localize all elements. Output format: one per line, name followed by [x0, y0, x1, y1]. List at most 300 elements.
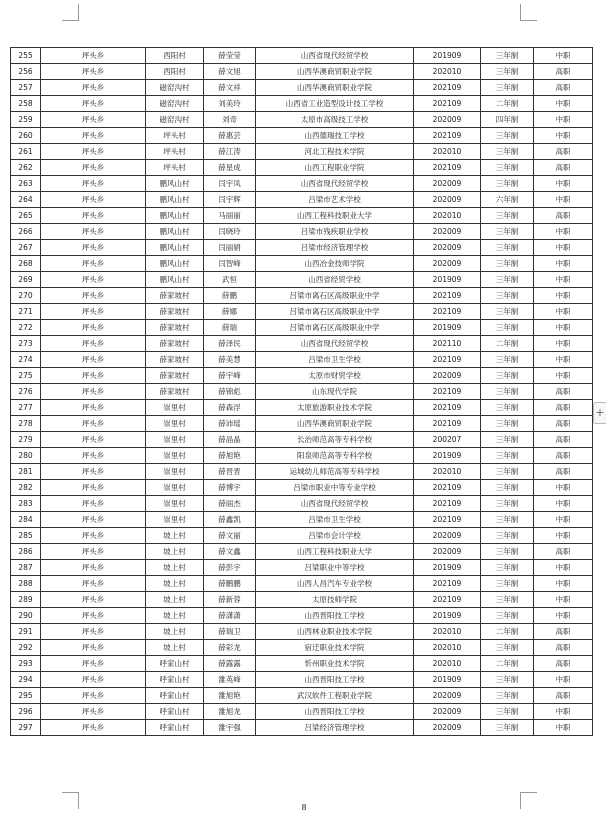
program-length-cell: 二年制: [481, 624, 534, 640]
village-cell: 坡上村: [146, 592, 204, 608]
student-name-cell: 薛星成: [204, 160, 256, 176]
program-length-cell: 三年制: [481, 512, 534, 528]
program-length-cell: 三年制: [481, 48, 534, 64]
education-level-cell: 中职: [534, 368, 593, 384]
table-row: [11, 352, 593, 368]
village-cell: 西阳村: [146, 64, 204, 80]
enrollment-date-cell: 202109: [414, 288, 481, 304]
table-row: [11, 192, 593, 208]
education-level-cell: 中职: [534, 704, 593, 720]
program-length-cell: 三年制: [481, 384, 534, 400]
table-row: [11, 560, 593, 576]
township-cell: 坪头乡: [41, 192, 146, 208]
student-name-cell: 薛旭艳: [204, 448, 256, 464]
school-cell: 运城幼儿师范高等专科学校: [256, 464, 414, 480]
village-cell: 鹏风山村: [146, 192, 204, 208]
student-name-cell: 薛文旭: [204, 64, 256, 80]
village-cell: 鹏风山村: [146, 176, 204, 192]
school-cell: 河北工程技术学院: [256, 144, 414, 160]
village-cell: 呼家山村: [146, 656, 204, 672]
student-name-cell: 薛文丽: [204, 528, 256, 544]
education-level-cell: 高职: [534, 64, 593, 80]
enrollment-date-cell: 202109: [414, 304, 481, 320]
student-roster-table: [10, 47, 593, 736]
village-cell: 坪头村: [146, 144, 204, 160]
education-level-cell: 中职: [534, 560, 593, 576]
row-number-cell: 273: [11, 336, 41, 352]
village-cell: 磁窑沟村: [146, 112, 204, 128]
school-cell: 山西工程科技职业大学: [256, 208, 414, 224]
student-name-cell: 薛宇峰: [204, 368, 256, 384]
school-cell: 山西晋阳技工学校: [256, 672, 414, 688]
enrollment-date-cell: 202009: [414, 688, 481, 704]
village-cell: 鹏风山村: [146, 256, 204, 272]
table-row: [11, 720, 593, 736]
school-cell: 忻州职业技术学院: [256, 656, 414, 672]
education-level-cell: 高职: [534, 208, 593, 224]
row-number-cell: 260: [11, 128, 41, 144]
school-cell: 山西晋阳技工学校: [256, 608, 414, 624]
village-cell: 薛家坡村: [146, 368, 204, 384]
enrollment-date-cell: 202010: [414, 624, 481, 640]
education-level-cell: 中职: [534, 672, 593, 688]
school-cell: 山西德瑞技工学校: [256, 128, 414, 144]
program-length-cell: 三年制: [481, 672, 534, 688]
row-number-cell: 289: [11, 592, 41, 608]
school-cell: 山西华澳商贸职业学院: [256, 416, 414, 432]
enrollment-date-cell: 202010: [414, 640, 481, 656]
student-name-cell: 薛娜: [204, 304, 256, 320]
enrollment-date-cell: 202009: [414, 528, 481, 544]
table-row: [11, 272, 593, 288]
table-row: [11, 240, 593, 256]
enrollment-date-cell: 202009: [414, 176, 481, 192]
student-name-cell: 雒旭龙: [204, 704, 256, 720]
program-length-cell: 三年制: [481, 256, 534, 272]
student-name-cell: 薛莹莹: [204, 48, 256, 64]
student-name-cell: 雒宇强: [204, 720, 256, 736]
education-level-cell: 中职: [534, 304, 593, 320]
enrollment-date-cell: 202109: [414, 576, 481, 592]
township-cell: 坪头乡: [41, 512, 146, 528]
enrollment-date-cell: 202109: [414, 480, 481, 496]
program-length-cell: 三年制: [481, 592, 534, 608]
village-cell: 呼家山村: [146, 688, 204, 704]
village-cell: 坡上村: [146, 608, 204, 624]
table-row: [11, 576, 593, 592]
enrollment-date-cell: 202109: [414, 96, 481, 112]
table-row: [11, 608, 593, 624]
education-level-cell: 高职: [534, 688, 593, 704]
crop-mark-top-left: [62, 4, 79, 21]
row-number-cell: 255: [11, 48, 41, 64]
education-level-cell: 中职: [534, 592, 593, 608]
township-cell: 坪头乡: [41, 48, 146, 64]
school-cell: 山西省经贸学校: [256, 272, 414, 288]
education-level-cell: 中职: [534, 720, 593, 736]
program-length-cell: 三年制: [481, 688, 534, 704]
add-icon[interactable]: +: [593, 402, 606, 424]
row-number-cell: 262: [11, 160, 41, 176]
enrollment-date-cell: 202109: [414, 160, 481, 176]
enrollment-date-cell: 202109: [414, 384, 481, 400]
enrollment-date-cell: 202109: [414, 496, 481, 512]
village-cell: 坪头村: [146, 128, 204, 144]
student-name-cell: 薛文鑫: [204, 544, 256, 560]
village-cell: 薛家坡村: [146, 320, 204, 336]
village-cell: 薛家坡村: [146, 384, 204, 400]
row-number-cell: 296: [11, 704, 41, 720]
enrollment-date-cell: 202009: [414, 224, 481, 240]
education-level-cell: 高职: [534, 432, 593, 448]
student-name-cell: 薛泽民: [204, 336, 256, 352]
school-cell: 吕梁市残疾职业学校: [256, 224, 414, 240]
education-level-cell: 高职: [534, 160, 593, 176]
student-name-cell: 薛潇潇: [204, 608, 256, 624]
row-number-cell: 282: [11, 480, 41, 496]
program-length-cell: 三年制: [481, 176, 534, 192]
village-cell: 崇里村: [146, 512, 204, 528]
table-row: [11, 160, 593, 176]
student-name-cell: 雒旭艳: [204, 688, 256, 704]
township-cell: 坪头乡: [41, 416, 146, 432]
village-cell: 坡上村: [146, 624, 204, 640]
row-number-cell: 280: [11, 448, 41, 464]
school-cell: 长治师范高等专科学校: [256, 432, 414, 448]
village-cell: 薛家坡村: [146, 352, 204, 368]
enrollment-date-cell: 202109: [414, 352, 481, 368]
program-length-cell: 三年制: [481, 720, 534, 736]
enrollment-date-cell: 202009: [414, 192, 481, 208]
table-row: [11, 480, 593, 496]
school-cell: 山西工程职业学院: [256, 160, 414, 176]
village-cell: 鹏风山村: [146, 208, 204, 224]
row-number-cell: 297: [11, 720, 41, 736]
program-length-cell: 三年制: [481, 448, 534, 464]
row-number-cell: 278: [11, 416, 41, 432]
education-level-cell: 高职: [534, 448, 593, 464]
table-row: [11, 496, 593, 512]
table-row: [11, 592, 593, 608]
village-cell: 崇里村: [146, 496, 204, 512]
education-level-cell: 中职: [534, 224, 593, 240]
village-cell: 崇里村: [146, 416, 204, 432]
program-length-cell: 三年制: [481, 240, 534, 256]
education-level-cell: 高职: [534, 400, 593, 416]
enrollment-date-cell: 202109: [414, 80, 481, 96]
row-number-cell: 276: [11, 384, 41, 400]
student-name-cell: 薛鑫凯: [204, 512, 256, 528]
education-level-cell: 中职: [534, 480, 593, 496]
table-row: [11, 416, 593, 432]
township-cell: 坪头乡: [41, 272, 146, 288]
school-cell: 山西晋阳技工学校: [256, 704, 414, 720]
village-cell: 坡上村: [146, 576, 204, 592]
program-length-cell: 三年制: [481, 320, 534, 336]
education-level-cell: 中职: [534, 96, 593, 112]
row-number-cell: 295: [11, 688, 41, 704]
program-length-cell: 三年制: [481, 416, 534, 432]
enrollment-date-cell: 202010: [414, 656, 481, 672]
school-cell: 吕梁职业中等学校: [256, 560, 414, 576]
table-row: [11, 320, 593, 336]
student-name-cell: 刘奇: [204, 112, 256, 128]
education-level-cell: 高职: [534, 544, 593, 560]
row-number-cell: 271: [11, 304, 41, 320]
enrollment-date-cell: 201909: [414, 320, 481, 336]
row-number-cell: 275: [11, 368, 41, 384]
school-cell: 山西冶金技师学院: [256, 256, 414, 272]
page-number: 8: [301, 803, 307, 812]
student-name-cell: 雒英峰: [204, 672, 256, 688]
township-cell: 坪头乡: [41, 128, 146, 144]
table-row: [11, 48, 593, 64]
table-row: [11, 80, 593, 96]
student-name-cell: 薛鹏: [204, 288, 256, 304]
enrollment-date-cell: 201909: [414, 448, 481, 464]
school-cell: 吕梁市经济管理学校: [256, 240, 414, 256]
township-cell: 坪头乡: [41, 544, 146, 560]
township-cell: 坪头乡: [41, 464, 146, 480]
row-number-cell: 272: [11, 320, 41, 336]
table-row: [11, 400, 593, 416]
township-cell: 坪头乡: [41, 80, 146, 96]
student-name-cell: 薛新蓉: [204, 592, 256, 608]
township-cell: 坪头乡: [41, 624, 146, 640]
row-number-cell: 256: [11, 64, 41, 80]
student-name-cell: 薛瑞卫: [204, 624, 256, 640]
row-number-cell: 293: [11, 656, 41, 672]
student-name-cell: 马丽丽: [204, 208, 256, 224]
education-level-cell: 中职: [534, 496, 593, 512]
table-row: [11, 64, 593, 80]
school-cell: 山西省现代经贸学校: [256, 176, 414, 192]
township-cell: 坪头乡: [41, 528, 146, 544]
student-name-cell: 薛美慧: [204, 352, 256, 368]
school-cell: 山西省现代经贸学校: [256, 496, 414, 512]
student-name-cell: 薛森浮: [204, 400, 256, 416]
table-row: [11, 464, 593, 480]
school-cell: 太原旅游职业技术学院: [256, 400, 414, 416]
row-number-cell: 291: [11, 624, 41, 640]
enrollment-date-cell: 202110: [414, 336, 481, 352]
education-level-cell: 中职: [534, 192, 593, 208]
township-cell: 坪头乡: [41, 240, 146, 256]
student-name-cell: 薛沛瑶: [204, 416, 256, 432]
program-length-cell: 三年制: [481, 560, 534, 576]
enrollment-date-cell: 201909: [414, 672, 481, 688]
education-level-cell: 高职: [534, 384, 593, 400]
township-cell: 坪头乡: [41, 144, 146, 160]
village-cell: 崇里村: [146, 480, 204, 496]
township-cell: 坪头乡: [41, 592, 146, 608]
township-cell: 坪头乡: [41, 176, 146, 192]
program-length-cell: 三年制: [481, 704, 534, 720]
school-cell: 山西林业职业技术学院: [256, 624, 414, 640]
school-cell: 山西华澳商贸职业学院: [256, 80, 414, 96]
village-cell: 坡上村: [146, 560, 204, 576]
row-number-cell: 257: [11, 80, 41, 96]
table-row: [11, 96, 593, 112]
township-cell: 坪头乡: [41, 256, 146, 272]
education-level-cell: 高职: [534, 464, 593, 480]
row-number-cell: 264: [11, 192, 41, 208]
village-cell: 崇里村: [146, 400, 204, 416]
program-length-cell: 二年制: [481, 336, 534, 352]
program-length-cell: 三年制: [481, 208, 534, 224]
township-cell: 坪头乡: [41, 448, 146, 464]
program-length-cell: 三年制: [481, 160, 534, 176]
table-row: [11, 176, 593, 192]
education-level-cell: 中职: [534, 336, 593, 352]
row-number-cell: 290: [11, 608, 41, 624]
program-length-cell: 三年制: [481, 544, 534, 560]
village-cell: 坡上村: [146, 544, 204, 560]
township-cell: 坪头乡: [41, 432, 146, 448]
village-cell: 坡上村: [146, 640, 204, 656]
program-length-cell: 三年制: [481, 64, 534, 80]
school-cell: 吕梁市离石区高级职业中学: [256, 288, 414, 304]
township-cell: 坪头乡: [41, 368, 146, 384]
student-name-cell: 薛露露: [204, 656, 256, 672]
table-row: [11, 288, 593, 304]
enrollment-date-cell: 202010: [414, 464, 481, 480]
village-cell: 坡上村: [146, 528, 204, 544]
village-cell: 鹏风山村: [146, 272, 204, 288]
school-cell: 吕梁市离石区高级职业中学: [256, 304, 414, 320]
program-length-cell: 三年制: [481, 480, 534, 496]
program-length-cell: 三年制: [481, 400, 534, 416]
school-cell: 太原市财贸学校: [256, 368, 414, 384]
township-cell: 坪头乡: [41, 656, 146, 672]
township-cell: 坪头乡: [41, 384, 146, 400]
school-cell: 山西省现代经贸学校: [256, 336, 414, 352]
education-level-cell: 中职: [534, 352, 593, 368]
education-level-cell: 中职: [534, 176, 593, 192]
row-number-cell: 284: [11, 512, 41, 528]
school-cell: 宿迁职业技术学院: [256, 640, 414, 656]
education-level-cell: 高职: [534, 624, 593, 640]
student-name-cell: 闫智峰: [204, 256, 256, 272]
enrollment-date-cell: 202009: [414, 368, 481, 384]
student-name-cell: 薛江涛: [204, 144, 256, 160]
township-cell: 坪头乡: [41, 688, 146, 704]
table-row: [11, 448, 593, 464]
education-level-cell: 中职: [534, 128, 593, 144]
program-length-cell: 三年制: [481, 128, 534, 144]
row-number-cell: 274: [11, 352, 41, 368]
education-level-cell: 中职: [534, 112, 593, 128]
education-level-cell: 高职: [534, 144, 593, 160]
table-row: [11, 112, 593, 128]
school-cell: 山西省现代经贸学校: [256, 48, 414, 64]
education-level-cell: 中职: [534, 272, 593, 288]
township-cell: 坪头乡: [41, 672, 146, 688]
enrollment-date-cell: 202109: [414, 128, 481, 144]
row-number-cell: 286: [11, 544, 41, 560]
row-number-cell: 285: [11, 528, 41, 544]
education-level-cell: 高职: [534, 416, 593, 432]
enrollment-date-cell: 202109: [414, 416, 481, 432]
enrollment-date-cell: 200207: [414, 432, 481, 448]
school-cell: 山西省工业造型设计技工学校: [256, 96, 414, 112]
student-name-cell: 薛鹏鹏: [204, 576, 256, 592]
education-level-cell: 高职: [534, 640, 593, 656]
enrollment-date-cell: 202009: [414, 112, 481, 128]
village-cell: 西阳村: [146, 48, 204, 64]
student-name-cell: 薛锦彪: [204, 384, 256, 400]
education-level-cell: 高职: [534, 80, 593, 96]
row-number-cell: 287: [11, 560, 41, 576]
program-length-cell: 三年制: [481, 368, 534, 384]
table-row: [11, 208, 593, 224]
village-cell: 呼家山村: [146, 720, 204, 736]
table-row: [11, 384, 593, 400]
student-name-cell: 闫宇辉: [204, 192, 256, 208]
school-cell: 吕梁市卫生学校: [256, 512, 414, 528]
student-name-cell: 刘美玲: [204, 96, 256, 112]
village-cell: 磁窑沟村: [146, 80, 204, 96]
school-cell: 武汉软件工程职业学院: [256, 688, 414, 704]
table-row: [11, 336, 593, 352]
table-row: [11, 368, 593, 384]
township-cell: 坪头乡: [41, 336, 146, 352]
enrollment-date-cell: 201909: [414, 272, 481, 288]
program-length-cell: 四年制: [481, 112, 534, 128]
enrollment-date-cell: 201909: [414, 48, 481, 64]
school-cell: 吕梁市艺术学校: [256, 192, 414, 208]
education-level-cell: 中职: [534, 576, 593, 592]
program-length-cell: 三年制: [481, 464, 534, 480]
program-length-cell: 三年制: [481, 288, 534, 304]
education-level-cell: 中职: [534, 48, 593, 64]
enrollment-date-cell: 202009: [414, 720, 481, 736]
table-row: [11, 512, 593, 528]
township-cell: 坪头乡: [41, 640, 146, 656]
enrollment-date-cell: 202109: [414, 400, 481, 416]
school-cell: 吕梁市职业中等专业学校: [256, 480, 414, 496]
program-length-cell: 三年制: [481, 272, 534, 288]
enrollment-date-cell: 202009: [414, 704, 481, 720]
student-name-cell: 薛晶晶: [204, 432, 256, 448]
table-row: [11, 432, 593, 448]
student-name-cell: 闫晓玲: [204, 224, 256, 240]
program-length-cell: 三年制: [481, 352, 534, 368]
enrollment-date-cell: 202010: [414, 208, 481, 224]
township-cell: 坪头乡: [41, 576, 146, 592]
township-cell: 坪头乡: [41, 224, 146, 240]
table-row: [11, 144, 593, 160]
village-cell: 薛家坡村: [146, 288, 204, 304]
row-number-cell: 281: [11, 464, 41, 480]
student-name-cell: 武恒: [204, 272, 256, 288]
village-cell: 呼家山村: [146, 704, 204, 720]
school-cell: 吕梁市卫生学校: [256, 352, 414, 368]
township-cell: 坪头乡: [41, 208, 146, 224]
township-cell: 坪头乡: [41, 64, 146, 80]
row-number-cell: 261: [11, 144, 41, 160]
township-cell: 坪头乡: [41, 720, 146, 736]
program-length-cell: 二年制: [481, 656, 534, 672]
township-cell: 坪头乡: [41, 320, 146, 336]
school-cell: 吕梁市会计学校: [256, 528, 414, 544]
township-cell: 坪头乡: [41, 608, 146, 624]
program-length-cell: 三年制: [481, 80, 534, 96]
education-level-cell: 中职: [534, 288, 593, 304]
row-number-cell: 258: [11, 96, 41, 112]
village-cell: 鹏风山村: [146, 224, 204, 240]
student-name-cell: 薛晋晋: [204, 464, 256, 480]
